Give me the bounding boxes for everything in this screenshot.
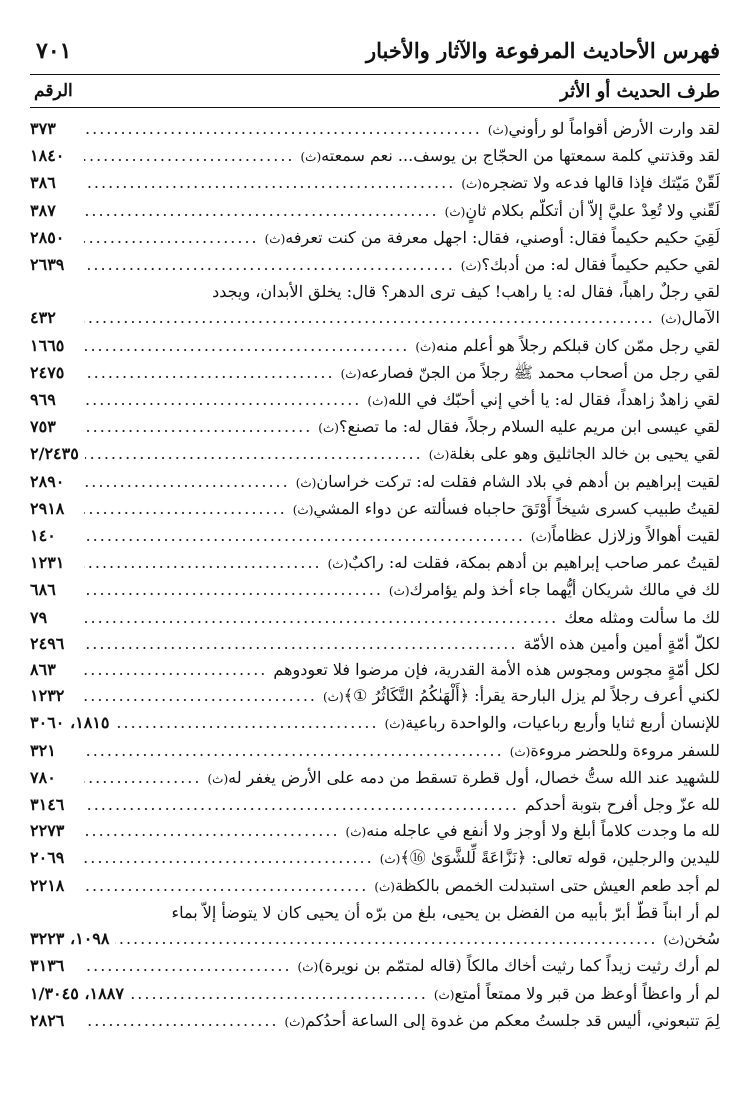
entry-number: ٦٨٦ <box>30 580 56 600</box>
entry-text: لقيت أهوالاً وزلازل عظاماً <box>551 526 720 546</box>
entry-number: ٨٦٣ <box>30 660 56 680</box>
index-entry <box>30 657 720 683</box>
leader-dots <box>84 198 439 224</box>
index-entry <box>30 441 720 468</box>
number-column-heading: الرقم <box>34 81 73 101</box>
index-entry <box>30 738 720 765</box>
athar-mark: (ث) <box>318 421 339 436</box>
index-entry <box>30 1008 720 1035</box>
entry-number: ١٤٠ <box>30 526 56 546</box>
index-entry <box>30 900 720 953</box>
entry-text: لكل أمّةٍ مجوس ومجوس هذه الأمة القدرية، فإن مرضوا فلا تعودوهم <box>273 660 720 680</box>
entry-text: لك ما سألت ومثله معك <box>564 607 720 627</box>
athar-mark: (ث) <box>292 502 314 517</box>
leader-dots <box>84 818 340 844</box>
running-title: فهرس الأحاديث المرفوعة والآثار والأخبار <box>366 38 720 63</box>
entry-number: ١٢٣١ <box>30 553 65 573</box>
entry-number: ٣١٣٦ <box>30 956 65 976</box>
entry-text: لقي زاهدٌ زاهداً، فقال له: يا أخي إني أحبّك في الله <box>388 390 720 410</box>
athar-mark: (ث) <box>428 448 450 463</box>
leader-dots <box>84 953 292 979</box>
entry-text: لِمَ تتبعوني، أليس قد جلستُ معكم من غدوة إلى الساعة أحدُكم <box>305 1010 720 1030</box>
entry-text: لقيت إبراهيم بن أدهم في بلاد الشام فقلت له: تركت خراسان <box>316 471 720 491</box>
entry-number: ١٨٤٠ <box>30 146 65 166</box>
athar-mark: (ث) <box>530 530 552 545</box>
athar-mark: (ث) <box>207 771 229 786</box>
entry-number: ٣٧٣ <box>30 119 56 138</box>
entry-text: لكني أعرف رجلاً لم يزل البارحة يقرأ: ﴿أَلْهَىٰكُمُ التَّكَاثُرُ ①﴾ <box>343 686 720 706</box>
leader-dots <box>84 116 482 142</box>
entry-text: للشهيد عند الله ستُّ خصال، أول قطرة تسقط من دمه على الأرض يغفر له <box>228 767 720 787</box>
entry-text: لك في مالك شريكان أيُّهما جاء أخذ ولم يؤامرك <box>409 580 720 600</box>
leader-dots <box>84 414 312 440</box>
leader-dots <box>84 469 290 495</box>
leader-dots <box>84 631 517 657</box>
index-entry <box>30 523 720 550</box>
index-entry <box>30 252 720 279</box>
index-entry <box>30 577 720 604</box>
leader-dots <box>84 792 519 818</box>
entry-text: لقي رجل من أصحاب محمد ﷺ رجلاً من الجنّ فصارعه <box>361 362 720 382</box>
entry-number: ٢٢١٨ <box>30 875 65 895</box>
index-entry <box>30 953 720 980</box>
entry-number: ٤٣٢ <box>30 308 56 328</box>
index-entry <box>30 765 720 792</box>
athar-mark: (ث) <box>264 231 286 246</box>
hadith-column-heading: طرف الحديث أو الأثر <box>560 81 720 102</box>
leader-dots <box>84 333 409 359</box>
entry-text: لليدين والرجلين، قوله تعالى: ﴿نَزَّاعَةً لِّلشَّوَىٰ ⑯﴾ <box>400 848 720 868</box>
entry-text: لله ما وجدت كلاماً أبلغ ولا أوجز ولا أنفع في عاجله منه <box>366 821 720 841</box>
entry-text: لكلّ أمّةٍ أمين وأمين هذه الأمّة <box>523 633 720 653</box>
athar-mark: (ث) <box>367 394 389 409</box>
entry-text: لقي عيسى ابن مريم عليه السلام رجلاً، فقال له: ما تصنع؟ <box>338 417 720 437</box>
index-entry <box>30 198 720 225</box>
entry-number: ٣١٤٦ <box>30 795 65 815</box>
athar-mark: (ث) <box>444 204 466 219</box>
athar-mark: (ث) <box>327 557 349 572</box>
leader-dots <box>84 765 201 791</box>
index-entry <box>30 818 720 845</box>
entry-text: لقد وارت الأرض أقواماً لو رأوني <box>508 119 720 138</box>
index-entry <box>30 279 720 332</box>
athar-mark: (ث) <box>284 1014 306 1029</box>
athar-mark: (ث) <box>340 366 362 381</box>
entry-text: للسفر مروءة وللحضر مروءة <box>530 740 720 760</box>
entry-number: ٢٨٢٦ <box>30 1010 65 1030</box>
leader-dots <box>84 387 361 413</box>
index-entry <box>30 550 720 577</box>
index-entry <box>30 170 720 197</box>
index-entry <box>30 333 720 360</box>
athar-mark: (ث) <box>379 852 401 867</box>
index-entry <box>30 143 720 170</box>
entry-text: لم أجد طعم العيش حتى استبدلت الخمص بالكظة <box>394 875 720 895</box>
leader-dots <box>84 873 368 899</box>
entry-number: ٢٢٧٣ <box>30 821 65 841</box>
leader-dots <box>84 143 294 169</box>
leader-dots <box>84 683 317 709</box>
athar-mark: (ث) <box>345 825 367 840</box>
entry-text: لله عزّ وجل أفرح بتوبة أحدكم <box>524 795 720 815</box>
entry-text: لم أر واعظاً أوعظ من قبر ولا ممتعاً أمتع <box>454 983 720 1003</box>
index-entry <box>30 387 720 414</box>
athar-mark: (ث) <box>415 339 436 354</box>
column-headings <box>30 75 720 107</box>
entry-number: ٣٨٦ <box>30 173 56 193</box>
athar-mark: (ث) <box>297 960 319 975</box>
entry-text: لم أرك رثيت زيداً كما رثيت أخاك مالكاً (قاله لمتمّم بن نويرة) <box>318 956 720 976</box>
leader-dots <box>115 710 378 736</box>
index-entry <box>30 981 720 1008</box>
index-entry <box>30 710 720 737</box>
entry-text: لقد وقذتني كلمة سمعتها من الحجّاج بن يوسف... نعم سمعته <box>321 146 720 166</box>
index-entry <box>30 225 720 252</box>
leader-dots <box>115 926 657 952</box>
index-entry <box>30 873 720 900</box>
entry-number: ١٠٩٨، ٣٢٢٣ <box>30 929 110 949</box>
entry-text: لَقّنْ مَيّتك فإذا قالها فدعه ولا تضجره <box>481 173 720 193</box>
leader-dots <box>84 523 525 549</box>
index-entry <box>30 605 720 631</box>
leader-dots <box>84 657 267 683</box>
athar-mark: (ث) <box>460 259 482 274</box>
entry-number: ١٢٣٢ <box>30 686 65 706</box>
entry-text: لقي يحيى بن خالد الجاثليق وهو على بغلة <box>449 444 720 464</box>
entry-text: لقيتُ عمر صاحب إبراهيم بن أدهم بمكة، فقلت له: راكبٌ <box>348 553 720 573</box>
entry-number: ١٦٦٥ <box>30 335 65 355</box>
leader-dots <box>84 738 504 764</box>
column-rule <box>30 107 720 108</box>
entry-text: لم أر ابناً قطّ أبرّ بأبيه من الفضل بن يحيى، بلغ من برّه أن يحيى كان لا يتوضأ إلاّ بماء <box>171 902 720 922</box>
index-entry <box>30 469 720 496</box>
entry-text: لقي رجلٌ راهباً، فقال له: يا راهب! كيف ترى الدهر؟ قال: يخلق الأبدان، ويجدد <box>212 282 720 302</box>
leader-dots <box>84 252 455 278</box>
entry-number: ٢٠٦٩ <box>30 848 65 868</box>
entry-number: ٩٦٩ <box>30 390 56 410</box>
leader-dots <box>84 550 322 576</box>
entry-number: ١٨٨٧، ١/٣٠٤٥ <box>30 983 124 1003</box>
entry-number: ٣٢١ <box>30 740 56 760</box>
leader-dots <box>84 360 335 386</box>
athar-mark: (ث) <box>300 150 322 165</box>
entry-number: ٢٤٧٥ <box>30 362 65 382</box>
index-entry <box>30 414 720 441</box>
entry-text: لقي رجل ممّن كان قبلكم رجلاً هو أعلم منه <box>435 335 720 355</box>
athar-mark: (ث) <box>461 177 482 192</box>
page-number: ٧٠١ <box>36 38 72 64</box>
index-entry <box>30 792 720 818</box>
index-entry <box>30 845 720 872</box>
entry-text-continuation: الآمال <box>681 308 720 328</box>
leader-dots <box>84 605 558 631</box>
entry-number: ٢٤٩٦ <box>30 633 65 653</box>
entry-number: ٢٨٩٠ <box>30 471 65 491</box>
index-entry <box>30 360 720 387</box>
leader-dots <box>84 577 383 603</box>
page-header <box>30 30 720 74</box>
athar-mark: (ث) <box>433 987 455 1002</box>
entry-number: ١٨١٥، ٣٠٦٠ <box>30 713 110 733</box>
leader-dots <box>84 305 655 331</box>
entry-number: ٢٩١٨ <box>30 498 65 518</box>
athar-mark: (ث) <box>388 584 410 599</box>
index-page <box>30 30 720 1035</box>
leader-dots <box>84 496 287 522</box>
leader-dots <box>84 170 455 196</box>
entry-text-continuation: سُخن <box>684 929 720 949</box>
athar-mark: (ث) <box>487 123 509 137</box>
athar-mark: (ث) <box>374 879 395 894</box>
leader-dots <box>85 441 423 467</box>
leader-dots <box>84 1008 278 1034</box>
entry-text: لقيتُ طبيب كسرى شيخاً أَوْتَقَ حاجباه فسألته عن دواء المشي <box>313 498 720 518</box>
index-entries <box>30 116 720 1035</box>
entry-number: ٢٨٥٠ <box>30 227 65 247</box>
entry-number: ٢٦٣٩ <box>30 255 65 275</box>
athar-mark: (ث) <box>663 933 685 948</box>
entry-text: للإنسان أربع ثنايا وأربع رباعيات، والواحدة رباعية <box>405 713 720 733</box>
athar-mark: (ث) <box>660 312 682 327</box>
athar-mark: (ث) <box>384 717 406 732</box>
entry-number: ٣٨٧ <box>30 200 56 220</box>
athar-mark: (ث) <box>295 475 317 490</box>
entry-text: لَقِيَ حكيم حكيماً فقال: أوصني، فقال: اجهل معرفة من كنت تعرفه <box>285 227 720 247</box>
index-entry <box>30 496 720 523</box>
athar-mark: (ث) <box>509 744 531 759</box>
leader-dots <box>84 845 374 871</box>
entry-number: ٢/٢٤٣٥ <box>30 444 79 464</box>
entry-number: ٧٩ <box>30 607 48 627</box>
index-entry <box>30 683 720 710</box>
entry-number: ٧٥٣ <box>30 417 56 437</box>
entry-text: لقي حكيم حكيماً فقال له: من أدبك؟ <box>481 255 720 275</box>
index-entry <box>30 631 720 657</box>
leader-dots <box>130 981 428 1007</box>
leader-dots <box>84 225 259 251</box>
entry-text: لَقّني ولا تُعِدْ عليَّ إلاّ أن أتكلّم بكلام ثانٍ <box>465 200 720 220</box>
index-entry <box>30 116 720 143</box>
athar-mark: (ث) <box>323 690 344 705</box>
entry-number: ٧٨٠ <box>30 767 56 787</box>
